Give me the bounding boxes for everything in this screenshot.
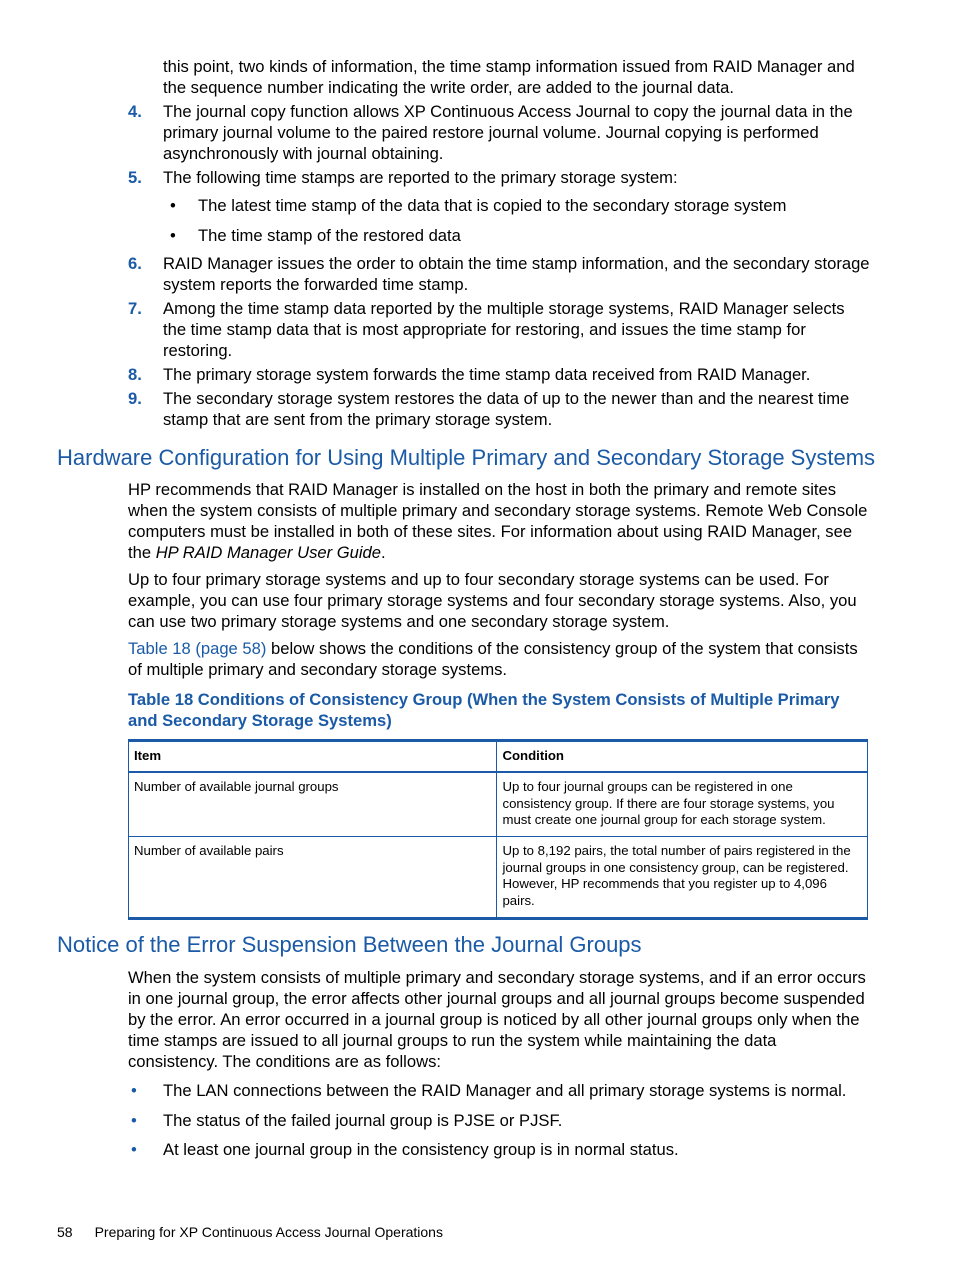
- page-footer: [57, 1222, 443, 1242]
- list-item: The LAN connections between the RAID Manager and all primary storage systems is normal.: [163, 1081, 847, 1100]
- column-header: Item: [129, 741, 497, 773]
- conditions-table: [128, 739, 868, 920]
- bullet-dot: •: [131, 1111, 137, 1130]
- table-cell: Number of available journal groups: [129, 772, 497, 837]
- bullet-dot: •: [170, 226, 176, 245]
- step-text: RAID Manager issues the order to obtain the time stamp information, and the secondary storage system reports the forwarded time stamp.: [163, 254, 870, 294]
- step-text: The secondary storage system restores the data of up to the newer than and the nearest time stamp that are sent from the primary storage system.: [163, 389, 850, 429]
- list-item: At least one journal group in the consistency group is in normal status.: [163, 1140, 679, 1159]
- list-item: The latest time stamp of the data that is copied to the secondary storage system: [198, 196, 787, 215]
- step-number: 8.: [128, 365, 142, 384]
- step-number: 6.: [128, 254, 142, 273]
- paragraph-end: .: [381, 543, 386, 562]
- chapter-title: Preparing for XP Continuous Access Journal Operations: [94, 1224, 443, 1240]
- list-item: The time stamp of the restored data: [198, 226, 461, 245]
- bullet-dot: •: [131, 1081, 137, 1100]
- table-row: [129, 772, 868, 837]
- page-number: 58: [57, 1224, 73, 1240]
- step-text: Among the time stamp data reported by the multiple storage systems, RAID Manager selects the time stamp data that is most appropriate for restoring, and issues the time stamp for restoring.: [163, 299, 845, 360]
- step-text: The primary storage system forwards the time stamp data received from RAID Manager.: [163, 365, 811, 384]
- table-caption: Table 18 Conditions of Consistency Group (When the System Consists of Multiple Primary and Secondary Storage Systems): [128, 690, 840, 730]
- step-number: 5.: [128, 168, 142, 187]
- section-heading: Notice of the Error Suspension Between the Journal Groups: [57, 932, 642, 957]
- column-header: Condition: [497, 741, 868, 773]
- guide-title: HP RAID Manager User Guide: [155, 543, 382, 562]
- table-cell: Up to four journal groups can be registered in one consistency group. If there are four storage systems, you must create one journal group for each storage system.: [497, 772, 868, 837]
- table-reference-link[interactable]: Table 18 (page 58): [128, 639, 267, 658]
- section-heading: Hardware Configuration for Using Multiple Primary and Secondary Storage Systems: [57, 445, 876, 470]
- step-text: The following time stamps are reported to the primary storage system:: [163, 168, 678, 187]
- step-number: 4.: [128, 102, 142, 121]
- paragraph: Up to four primary storage systems and up to four secondary storage systems can be used. For example, you can use four primary storage systems and four secondary storage systems. Also, you can use two primary storage systems and one secondary storage system.: [128, 570, 857, 631]
- bullet-dot: •: [131, 1140, 137, 1159]
- bullet-dot: •: [170, 196, 176, 215]
- table-cell: Up to 8,192 pairs, the total number of pairs registered in the journal groups in one consistency group, can be registered. However, HP recommends that you register up to 4,096 pairs.: [497, 837, 868, 919]
- paragraph: [128, 638, 870, 680]
- table-header-row: [129, 741, 868, 773]
- paragraph: [128, 479, 870, 563]
- step-number: 9.: [128, 389, 142, 408]
- paragraph: When the system consists of multiple primary and secondary storage systems, and if an error occurs in one journal group, the error affects other journal groups and all journal groups become suspended by the error. An error occurred in a journal group is noticed by all other journal groups only when the time stamps are issued to all journal groups to run the system while maintaining the data consistency. The conditions are as follows:: [128, 968, 866, 1071]
- step-number: 7.: [128, 299, 142, 318]
- paragraph-text: HP recommends that RAID Manager is installed on the host in both the primary and remote sites when the system consists of multiple primary and secondary storage systems. Remote Web Console computers must be installed in both of these sites. For information about using RAID Manager, see the: [128, 480, 868, 562]
- intro-continuation: this point, two kinds of information, the time stamp information issued from RAID Manager and the sequence number indicating the write order, are added to the journal data.: [163, 57, 855, 97]
- list-item: The status of the failed journal group is PJSE or PJSF.: [163, 1111, 563, 1130]
- paragraph-text: below shows the conditions of the consistency group of the system that consists of multiple primary and secondary storage systems.: [128, 639, 858, 679]
- table-cell: Number of available pairs: [129, 837, 497, 919]
- step-text: The journal copy function allows XP Continuous Access Journal to copy the journal data in the primary journal volume to the paired restore journal volume. Journal copying is performed asynchronously with journal obtaining.: [163, 102, 853, 163]
- table-row: [129, 837, 868, 919]
